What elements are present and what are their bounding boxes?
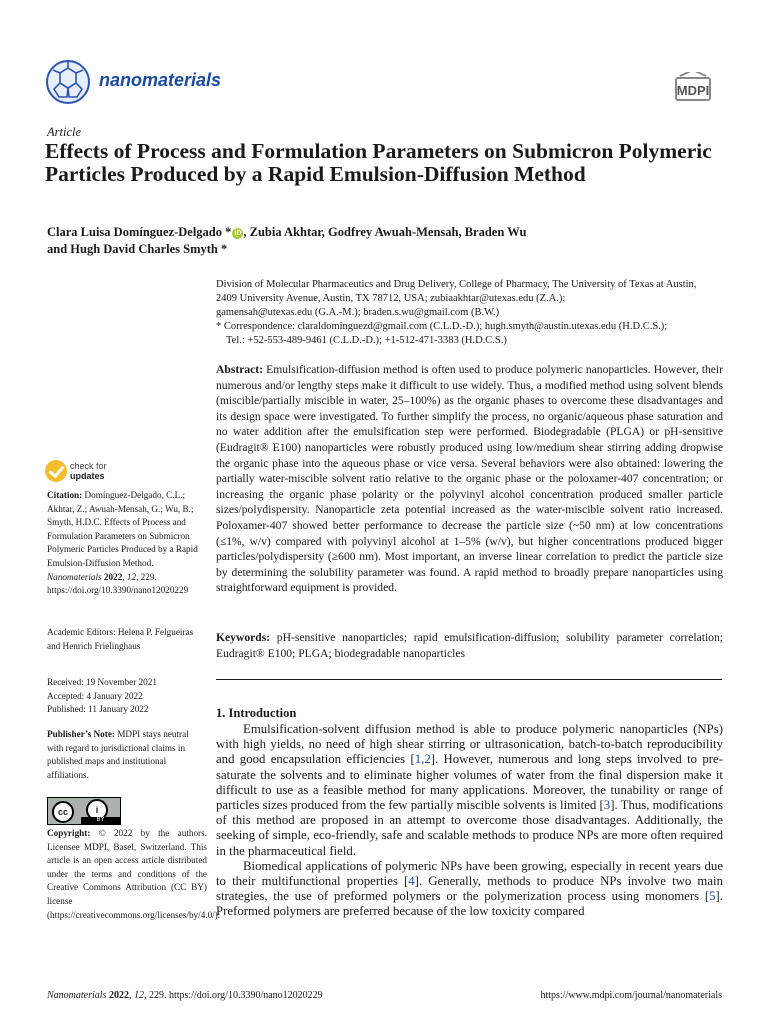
checkmark-icon bbox=[45, 460, 67, 482]
cc-by-license-icon[interactable] bbox=[47, 797, 121, 825]
cc-icon: cc bbox=[52, 801, 74, 823]
accepted-date: Accepted: 4 January 2022 bbox=[47, 690, 143, 701]
cc-by-text: BY bbox=[81, 817, 120, 824]
abstract-text: Emulsification-diffusion method is often used to produce polymeric nanoparticles. However, their numerous and/or lengthy steps make it difficult to use widely. Thus, a modified method using solvent blends (miscible/partially miscible in water, 25–100%) as the organic phases to overcome these disadvantages and its design space were investigated. To further simplify the process, no organic/aqueous phase saturation and no water addition after the emulsification step were performed. Biodegradable (PLGA) or pH-sensitive (Eudragit® E100) nanoparticles were robustly produced using low/medium shear stirring adding dropwise the organic phase into the aqueous phase or vice versa. Several behaviors were also obtained: lowering the partially water-miscible solvent ratio relative to the organic phase or the poloxamer-407 concentration; or increasing the organic phase polarity or the polyvinyl alcohol concentration produced smaller particle sizes/polydispersity. Nanoparticle zeta potential increased as the water-miscible solvent ratio increased. Poloxamer-407 showed better performance to decrease the particle size (~50 nm) at low concentrations (≤1%, w/v) compared with polyvinyl alcohol at 1–5% (w/v), but higher concentrations produced bigger particles/polydispersity (≥600 nm). Most important, an inverse linear correlation to predict the particle size by determining the solubility parameter was found. A rapid method to broadly prepare nanoparticles using straightforward equipment is provided. bbox=[216, 363, 723, 595]
abstract-label: Abstract: bbox=[216, 363, 264, 376]
check-for-updates-button[interactable] bbox=[45, 460, 155, 486]
check-for-updates-label: check for updates bbox=[70, 461, 107, 481]
keywords-label: Keywords: bbox=[216, 631, 271, 644]
author-line-2: and Hugh David Charles Smyth * bbox=[47, 242, 228, 256]
affiliation-line: gamensah@utexas.edu (G.A.-M.); braden.s.wu@gmail.com (B.W.) bbox=[216, 307, 500, 318]
keywords bbox=[216, 630, 723, 661]
citation-label: Citation: bbox=[47, 490, 83, 500]
section-divider bbox=[216, 679, 722, 680]
nanomaterials-logo-icon bbox=[45, 59, 91, 105]
citation-link[interactable]: 4 bbox=[408, 874, 415, 889]
affiliations bbox=[216, 278, 726, 348]
journal-name: nanomaterials bbox=[99, 70, 222, 90]
copyright-block: Copyright: © 2022 by the authors. Licensee MDPI, Basel, Switzerland. This article is an open access article distributed under the terms and conditions of the Creative Commons Attribution (CC BY) license (https://creativecommons.org/licenses/by/4.0/). bbox=[47, 828, 221, 920]
publisher-name: MDPI bbox=[676, 83, 710, 98]
citation-link[interactable]: 5 bbox=[709, 889, 716, 904]
telephone-line: Tel.: +52-553-489-9461 (C.L.D.-D.); +1-512-471-3383 (H.D.C.S.) bbox=[226, 335, 507, 346]
footer-journal-url[interactable]: https://www.mdpi.com/journal/nanomaterials bbox=[540, 990, 722, 1001]
author-line-1b: , Zubia Akhtar, Godfrey Awuah-Mensah, Braden Wu bbox=[243, 225, 527, 239]
publication-dates bbox=[47, 676, 207, 717]
affiliation-line: Division of Molecular Pharmaceutics and Drug Delivery, College of Pharmacy, The University of Texas at Austin, bbox=[216, 279, 697, 290]
correspondence-line: * Correspondence: claraldominguezd@gmail.com (C.L.D.-D.); hugh.smyth@austin.utexas.edu (H.D.C.S.); bbox=[216, 321, 668, 332]
published-date: Published: 11 January 2022 bbox=[47, 704, 149, 715]
mdpi-logo-icon bbox=[664, 72, 722, 104]
abstract bbox=[216, 362, 723, 596]
article-title: Effects of Process and Formulation Parameters on Submicron Polymeric Particles Produced by a Rapid Emulsion-Diffusion Method bbox=[45, 139, 712, 186]
paragraph: Emulsification-solvent diffusion method is able to produce polymeric nanoparticles (NPs) with high yields, no need of high shear stirring or ultrasonication, batch-to-batch reproducibility and good encapsulation efficiencies [1,2]. However, numerous and long steps involved to pre-saturate the solvents and to eliminate higher volumes of water from the final dispersion make it difficult to use as a feasible method for many applications. Moreover, the tunability or range of particles sizes produced from the few partially miscible solvents is limited [3]. Thus, modifications of this method are proposed in an attempt to overcome those disadvantages. Additionally, the seeking of simple, eco-friendly, safe and scalable methods to produce NPs are more often required in the pharmaceutical field. bbox=[216, 722, 723, 858]
citation-link[interactable]: 3 bbox=[603, 798, 611, 813]
author-line-1a: Clara Luisa Domínguez-Delgado * bbox=[47, 225, 232, 239]
citation-block: Citation: Domínguez-Delgado, C.L.; Akhtar, Z.; Awuah-Mensah, G.; Wu, B.; Smyth, H.D.C. Effects of Process and Formulation Parameters on Submicron Polymeric Particles Produced by a Rapid Emulsion-Diffusion Method. Nanomaterials 2022, 12, 229. https://doi.org/10.3390/nano12020229 bbox=[47, 490, 198, 596]
orcid-icon[interactable]: iD bbox=[234, 230, 242, 237]
article-type: Article bbox=[47, 125, 82, 139]
received-date: Received: 19 November 2021 bbox=[47, 677, 157, 687]
footer-citation: Nanomaterials 2022, 12, 229. https://doi.org/10.3390/nano12020229 bbox=[47, 990, 323, 1001]
section-heading-introduction: 1. Introduction bbox=[216, 706, 297, 720]
introduction-body bbox=[216, 722, 723, 920]
publishers-note: Publisher’s Note: MDPI stays neutral with regard to jurisdictional claims in published maps and institutional affiliations. bbox=[47, 729, 189, 780]
paragraph: Biomedical applications of polymeric NPs have been growing, especially in recent years due to their multifunctional properties [4]. Generally, methods to produce NPs involve two main strategies, the use of preformed polymers or the polymerization process using monomers [5]. Preformed polymers are preferred because of the low toxicity compared bbox=[216, 858, 723, 919]
keywords-text: pH-sensitive nanoparticles; rapid emulsification-diffusion; solubility parameter correlation; Eudragit® E100; PLGA; biodegradable nanoparticles bbox=[216, 631, 723, 660]
affiliation-line: 2409 University Avenue, Austin, TX 78712, USA; zubiaakhtar@utexas.edu (Z.A.); bbox=[216, 293, 566, 304]
citation-link[interactable]: 1,2 bbox=[414, 752, 431, 767]
attribution-icon: i bbox=[86, 799, 108, 821]
author-list bbox=[47, 224, 737, 258]
academic-editors: Academic Editors: Helena P. Felgueiras and Henrich Frielinghaus bbox=[47, 627, 194, 651]
